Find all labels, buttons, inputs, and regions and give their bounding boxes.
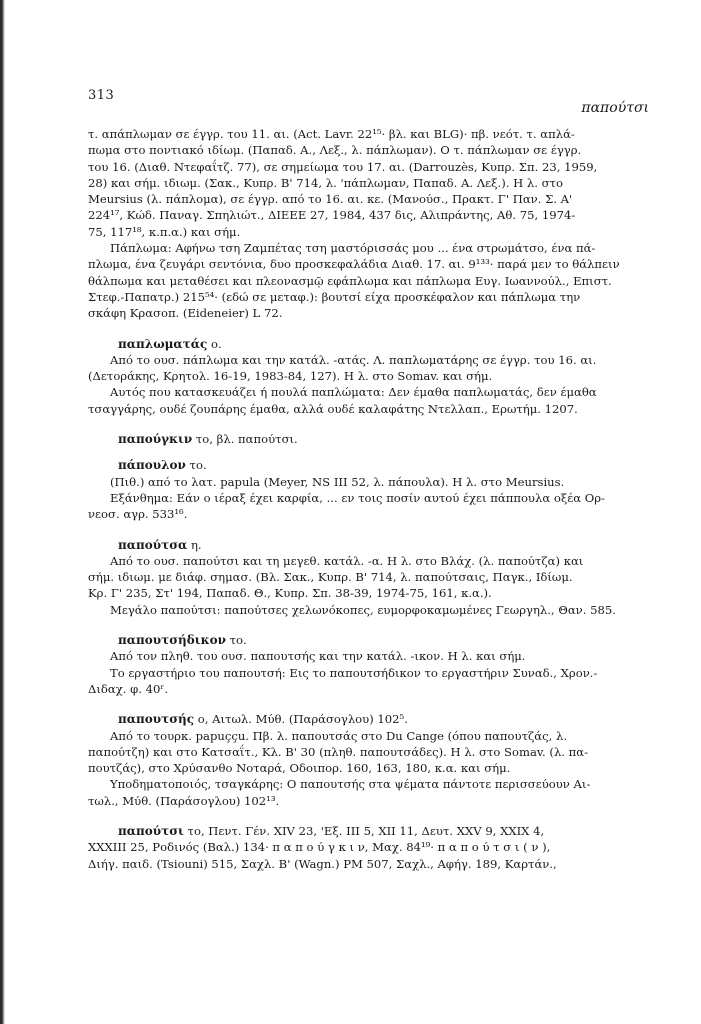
- entry-lemma: παπούγκιν: [118, 432, 193, 447]
- text-line: πλωμα, ένα ζευγάρι σεντόνια, δυο προσκεφαλάδια Διαθ. 17. αι. 9¹³³· παρά μεν το θάλπειν: [88, 257, 620, 272]
- text-line: σήμ. ιδιωμ. με διάφ. σημασ. (Βλ. Σακ., Κυπρ. Β' 714, λ. παπούτσαις, Παγκ., Ιδίωμ.: [88, 570, 573, 585]
- etymology-line: Από το ουσ. παπούτσι και τη μεγεθ. κατάλ. -α. Η λ. στο Βλάχ. (λ. παπούτζα) και: [110, 553, 584, 568]
- entry-gender: το, βλ. παπούτσι.: [192, 432, 298, 447]
- entry-gender: το.: [185, 458, 207, 473]
- text-line: τσαγγάρης, ουδέ ζουπάρης έμαθα, αλλά ουδέ καλαφάτης Ντελλαπ., Ερωτήμ. 1207.: [88, 401, 578, 416]
- entry-heading: [88, 632, 654, 648]
- etymology-line: Από τον πληθ. του ουσ. παπουτσής και την κατάλ. -ικον. Η λ. και σήμ.: [110, 649, 526, 664]
- entry-lemma: παπλωματάς: [118, 336, 208, 351]
- text-line: νεοσ. αγρ. 533¹⁶.: [88, 507, 188, 522]
- definition-line: Πάπλωμα: Αφήνω τση Ζαμπέτας τση μαστόρισσάς μου ... ένα στρωμάτσο, ένα πά-: [110, 241, 596, 256]
- text-line: τωλ., Μύθ. (Παράσογλου) 102¹³.: [88, 793, 280, 808]
- text-line: Διήγ. παιδ. (Tsiouni) 515, Σαχλ. Β' (Wagn.) PM 507, Σαχλ., Αφήγ. 189, Καρτάν.,: [88, 856, 557, 871]
- entry-gender: το, Πεντ. Γέν. XIV 23, 'Εξ. III 5, XII 11, Δευτ. XXV 9, XXIX 4,: [183, 823, 545, 838]
- scan-binding-edge: [0, 0, 5, 1024]
- etymology-line: Από το ουσ. πάπλωμα και την κατάλ. -ατάς. Λ. παπλωματάρης σε έγγρ. του 16. αι.: [110, 352, 597, 367]
- text-line: 75, 117¹⁸, κ.π.α.) και σήμ.: [88, 224, 241, 239]
- entry-lemma: παπουτσήδικον: [118, 633, 226, 648]
- definition-line: Αυτός που κατασκευάζει ή πουλά παπλώματα: Δεν έμαθα παπλωματάς, δεν έμαθα: [110, 385, 597, 400]
- text-line: θάλπωμα και μεταθέσει και πλεονασμῷ εφάπλωμα και πάπλωμα Ευγ. Ιωαννούλ., Επιστ.: [88, 273, 612, 288]
- entry-gender: ο.: [207, 336, 222, 351]
- entry-lemma: παπουτσής: [118, 712, 195, 727]
- entry-gender: το.: [225, 633, 247, 648]
- dictionary-text: [88, 126, 654, 872]
- text-line: Στεφ.-Παπατρ.) 215⁵⁴· (εδώ σε μεταφ.): βουτσί είχα προσκέφαλον και πάπλωμα την: [88, 289, 581, 304]
- entry-heading: [88, 336, 654, 352]
- text-line: του 16. (Διαθ. Ντεφαΐτζ. 77), σε σημείωμα του 17. αι. (Darrouzès, Κυπρ. Σπ. 23, 1959,: [88, 159, 598, 174]
- text-line: (Δετοράκης, Κρητολ. 16-19, 1983-84, 127). Η λ. στο Somav. και σήμ.: [88, 369, 493, 384]
- definition-line: Υποδηματοποιός, τσαγκάρης: Ο παπουτσής στα ψέματα πάντοτε περισσεύουν Αι-: [110, 777, 591, 792]
- text-line: παπούτζη) και στο Κατσαΐτ., Κλ. Β' 30 (πληθ. παπουτσάδες). Η λ. στο Somav. (λ. πα-: [88, 744, 589, 759]
- entry-lemma: πάπουλον: [118, 458, 186, 473]
- text-line: πουτζάς), στο Χρύσανθο Νοταρά, Οδοιπορ. 160, 163, 180, κ.α. και σήμ.: [88, 761, 511, 776]
- entry-lemma: παπούτσι: [118, 823, 184, 838]
- etymology-line: (Πιθ.) από το λατ. papula (Meyer, NS III 52, λ. πάπουλα). Η λ. στο Meursius.: [110, 474, 565, 489]
- text-line: σκάφη Κρασοπ. (Eideneier) L 72.: [88, 306, 283, 321]
- text-line: τ. απάπλωμαν σε έγγρ. του 11. αι. (Act. Lavr. 22¹⁵· βλ. και BLG)· πβ. νεότ. τ. απλά-: [88, 127, 575, 141]
- definition-line: Μεγάλο παπούτσι: παπούτσες χελωνόκοπες, ευμορφοκαμωμένες Γεωργηλ., Θαν. 585.: [110, 602, 616, 617]
- definition-line: Εξάνθημα: Εάν ο ιέραξ έχει καρφία, ... εν τοις ποσίν αυτού έχει πάππουλα οξέα Ορ-: [110, 490, 605, 505]
- entry-heading: [88, 711, 654, 727]
- text-line: πωμα στο ποντιακό ιδίωμ. (Παπαδ. Α., Λεξ., λ. πάπλωμαν). Ο τ. πάπλωμαν σε έγγρ.: [88, 143, 582, 158]
- text-line: XXXIII 25, Ροδινός (Βαλ.) 134· π α π ο ύ γ κ ι ν, Μαχ. 84¹⁹· π α π ο ύ τ σ ι ( ν ),: [88, 840, 551, 855]
- running-head: παπούτσι: [581, 100, 649, 116]
- entry-gender: η.: [187, 537, 202, 552]
- text-line: 224¹⁷, Κώδ. Παναγ. Σπηλιώτ., ΔΙΕΕΕ 27, 1984, 437 δις, Αλιπράντης, Αθ. 75, 1974-: [88, 208, 576, 223]
- text-line: Meursius (λ. πάπλομα), σε έγγρ. από το 16. αι. κε. (Μανούσ., Πρακτ. Γ' Παν. Σ. Α': [88, 192, 573, 207]
- text-line: Κρ. Γ' 235, Στ' 194, Παπαδ. Θ., Κυπρ. Σπ. 38-39, 1974-75, 161, κ.α.).: [88, 586, 492, 601]
- text-line: 28) και σήμ. ιδιωμ. (Σακ., Κυπρ. Β' 714, λ. 'πάπλωμαν, Παπαδ. Α. Λεξ.). Η λ. στο: [88, 175, 563, 190]
- definition-line: Το εργαστήριο του παπουτσή: Εις το παπουτσήδικον το εργαστήριν Συναδ., Χρον.-: [110, 665, 598, 680]
- etymology-line: Από το τουρκ. papuççu. Πβ. λ. παπουτσάς στο Du Cange (όπου παπουτζάς, λ.: [110, 728, 568, 743]
- entry-heading: [88, 457, 654, 473]
- text-line: Διδαχ. φ. 40ʳ.: [88, 681, 169, 696]
- entry-lemma: παπούτσα: [118, 537, 188, 552]
- entry-heading: [88, 537, 654, 553]
- entry-heading: [88, 431, 654, 447]
- page-number: 313: [88, 88, 115, 103]
- entry-gender: ο, Αιτωλ. Μύθ. (Παράσογλου) 102⁵.: [194, 712, 408, 727]
- entry-heading: [88, 823, 654, 839]
